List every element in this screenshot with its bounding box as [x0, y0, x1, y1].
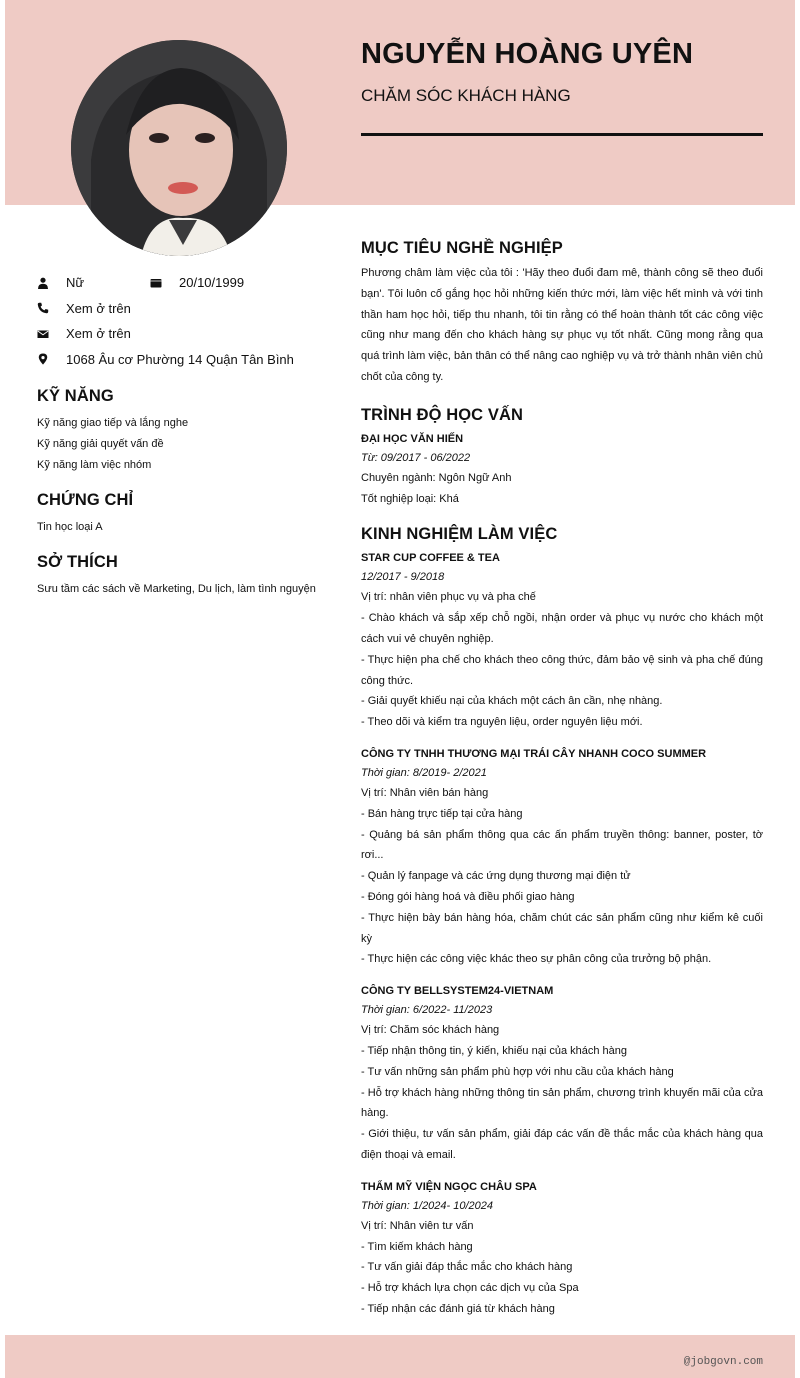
- skills-heading: KỸ NĂNG: [37, 387, 114, 405]
- profile-photo: [71, 40, 287, 256]
- job-line: - Tìm kiếm khách hàng: [361, 1240, 473, 1253]
- job-period: 12/2017 - 9/2018: [361, 571, 445, 584]
- job-line: - Đóng gói hàng hoá và điều phối giao hàng: [361, 890, 575, 903]
- birthdate-value: 20/10/1999: [179, 275, 245, 291]
- envelope-icon: [37, 328, 49, 340]
- job-entry: [361, 982, 763, 1166]
- objective-text: Phương châm làm việc của tôi : 'Hãy theo đuổi đam mê, thành công sẽ theo đuổi bạn'. Tôi luôn cố gắng học hỏi những kiến thức mới, làm việc hết mình và với tinh thần ham học hỏi, tiếp thu nhanh, tôi tin rằng có thể hoàn thành tốt các công việc cũng như mang đến cho khách hàng sự phục vụ tốt nhất. Cũng mong rằng qua quá trình làm việc, bản thân có thể nâng cao nghiệp vụ và trở thành nhân viên chủ chốt của công ty.: [361, 267, 763, 383]
- gender-item: [37, 275, 150, 290]
- objective-section: [361, 239, 763, 388]
- address-value: 1068 Âu cơ Phường 14 Quận Tân Bình: [66, 351, 294, 367]
- company-name: CÔNG TY TNHH THƯƠNG MẠI TRÁI CÂY NHANH COCO SUMMER: [361, 747, 707, 760]
- education-line: Chuyên ngành: Ngôn Ngữ Anh: [361, 471, 512, 484]
- email-value: Xem ở trên: [66, 326, 131, 342]
- education-section: [361, 406, 763, 510]
- job-period: Thời gian: 6/2022- 11/2023: [361, 1004, 493, 1017]
- certificate-item: Tin học loại A: [37, 521, 103, 533]
- skill-item: Kỹ năng giao tiếp và lắng nghe: [37, 417, 189, 429]
- job-line: Vị trí: Chăm sóc khách hàng: [361, 1024, 500, 1037]
- objective-heading: MỤC TIÊU NGHỀ NGHIỆP: [361, 239, 563, 257]
- job-line: Vị trí: Nhân viên tư vấn: [361, 1219, 474, 1232]
- location-pin-icon: [37, 353, 49, 365]
- school-name: ĐẠI HỌC VĂN HIẾN: [361, 432, 464, 445]
- left-column: [37, 270, 327, 600]
- skill-item: Kỹ năng làm việc nhóm: [37, 459, 152, 471]
- education-period: Từ: 09/2017 - 06/2022: [361, 451, 471, 464]
- education-line: Tốt nghiệp loại: Khá: [361, 492, 459, 505]
- job-line: - Quản lý fanpage và các ứng dụng thương mại điện tử: [361, 870, 631, 883]
- company-name: CÔNG TY BELLSYSTEM24-VIETNAM: [361, 985, 554, 998]
- job-line: - Giải quyết khiếu nại của khách một cách ân cần, nhẹ nhàng.: [361, 695, 663, 708]
- phone-value: Xem ở trên: [66, 300, 131, 316]
- company-name: THẨM MỸ VIỆN NGỌC CHÂU SPA: [361, 1180, 537, 1193]
- hobbies-heading: SỞ THÍCH: [37, 553, 118, 571]
- right-column: [361, 239, 763, 1332]
- job-line: - Tư vấn giải đáp thắc mắc cho khách hàng: [361, 1261, 573, 1274]
- gender-birthdate-row: [37, 270, 327, 296]
- phone-icon: [37, 302, 49, 314]
- footer-band: [5, 1335, 795, 1378]
- job-period: Thời gian: 8/2019- 2/2021: [361, 766, 487, 779]
- experience-heading: KINH NGHIỆM LÀM VIỆC: [361, 525, 558, 544]
- job-entry: [361, 549, 763, 733]
- job-entry: [361, 745, 763, 970]
- job-line: - Giới thiệu, tư vấn sản phẩm, giải đáp các vấn đề thắc mắc của khách hàng qua điện thoại và email.: [361, 1128, 763, 1161]
- footer-watermark: @jobgovn.com: [683, 1356, 763, 1368]
- job-period: Thời gian: 1/2024- 10/2024: [361, 1199, 494, 1212]
- candidate-name: NGUYỄN HOÀNG UYÊN: [361, 38, 694, 70]
- education-heading: TRÌNH ĐỘ HỌC VẤN: [361, 405, 524, 424]
- company-name: STAR CUP COFFEE & TEA: [361, 552, 500, 565]
- job-line: - Thực hiện các công việc khác theo sự phân công của trưởng bộ phận.: [361, 953, 712, 966]
- job-line: Vị trí: nhân viên phục vụ và pha chế: [361, 591, 536, 604]
- skills-list: [37, 413, 327, 476]
- email-row: [37, 321, 327, 347]
- job-line: - Bán hàng trực tiếp tại cửa hàng: [361, 807, 523, 820]
- job-line: Vị trí: Nhân viên bán hàng: [361, 786, 489, 799]
- job-entry: [361, 1178, 763, 1320]
- job-line: - Tiếp nhận các đánh giá từ khách hàng: [361, 1302, 555, 1315]
- title-divider: [361, 133, 763, 136]
- certificates-heading: CHỨNG CHỈ: [37, 491, 134, 509]
- job-line: - Quảng bá sản phẩm thông qua các ấn phẩm truyền thông: banner, poster, tờ rơi...: [361, 828, 763, 862]
- job-line: - Chào khách và sắp xếp chỗ ngồi, nhận order và phục vụ nước cho khách một cách vui vẻ chuyên nghiệp.: [361, 612, 763, 645]
- calendar-icon: [150, 277, 162, 289]
- job-line: - Tư vấn những sản phẩm phù hợp với nhu cầu của khách hàng: [361, 1065, 674, 1078]
- job-line: - Thực hiện bày bán hàng hóa, chăm chút các sản phẩm cũng như kiểm kê cuối kỳ: [361, 911, 763, 945]
- job-title: CHĂM SÓC KHÁCH HÀNG: [361, 86, 571, 105]
- hobby-item: Sưu tầm các sách về Marketing, Du lịch, làm tình nguyện: [37, 583, 316, 595]
- job-line: - Hỗ trợ khách hàng những thông tin sản phẩm, chương trình khuyến mãi của cửa hàng.: [361, 1086, 763, 1120]
- job-line: - Tiếp nhận thông tin, ý kiến, khiếu nại của khách hàng: [361, 1044, 628, 1057]
- gender-value: Nữ: [66, 275, 85, 291]
- experience-section: [361, 525, 763, 1319]
- birthdate-item: [150, 275, 244, 290]
- address-row: [37, 347, 327, 373]
- job-line: - Theo dõi và kiểm tra nguyên liệu, order nguyên liệu mới.: [361, 716, 643, 729]
- skill-item: Kỹ năng giải quyết vấn đề: [37, 438, 164, 450]
- person-icon: [37, 277, 49, 289]
- phone-row: [37, 296, 327, 322]
- job-line: - Hỗ trợ khách lựa chọn các dịch vụ của Spa: [361, 1282, 579, 1295]
- job-line: - Thực hiện pha chế cho khách theo công thức, đảm bảo vệ sinh và pha chế đúng công thức.: [361, 653, 763, 687]
